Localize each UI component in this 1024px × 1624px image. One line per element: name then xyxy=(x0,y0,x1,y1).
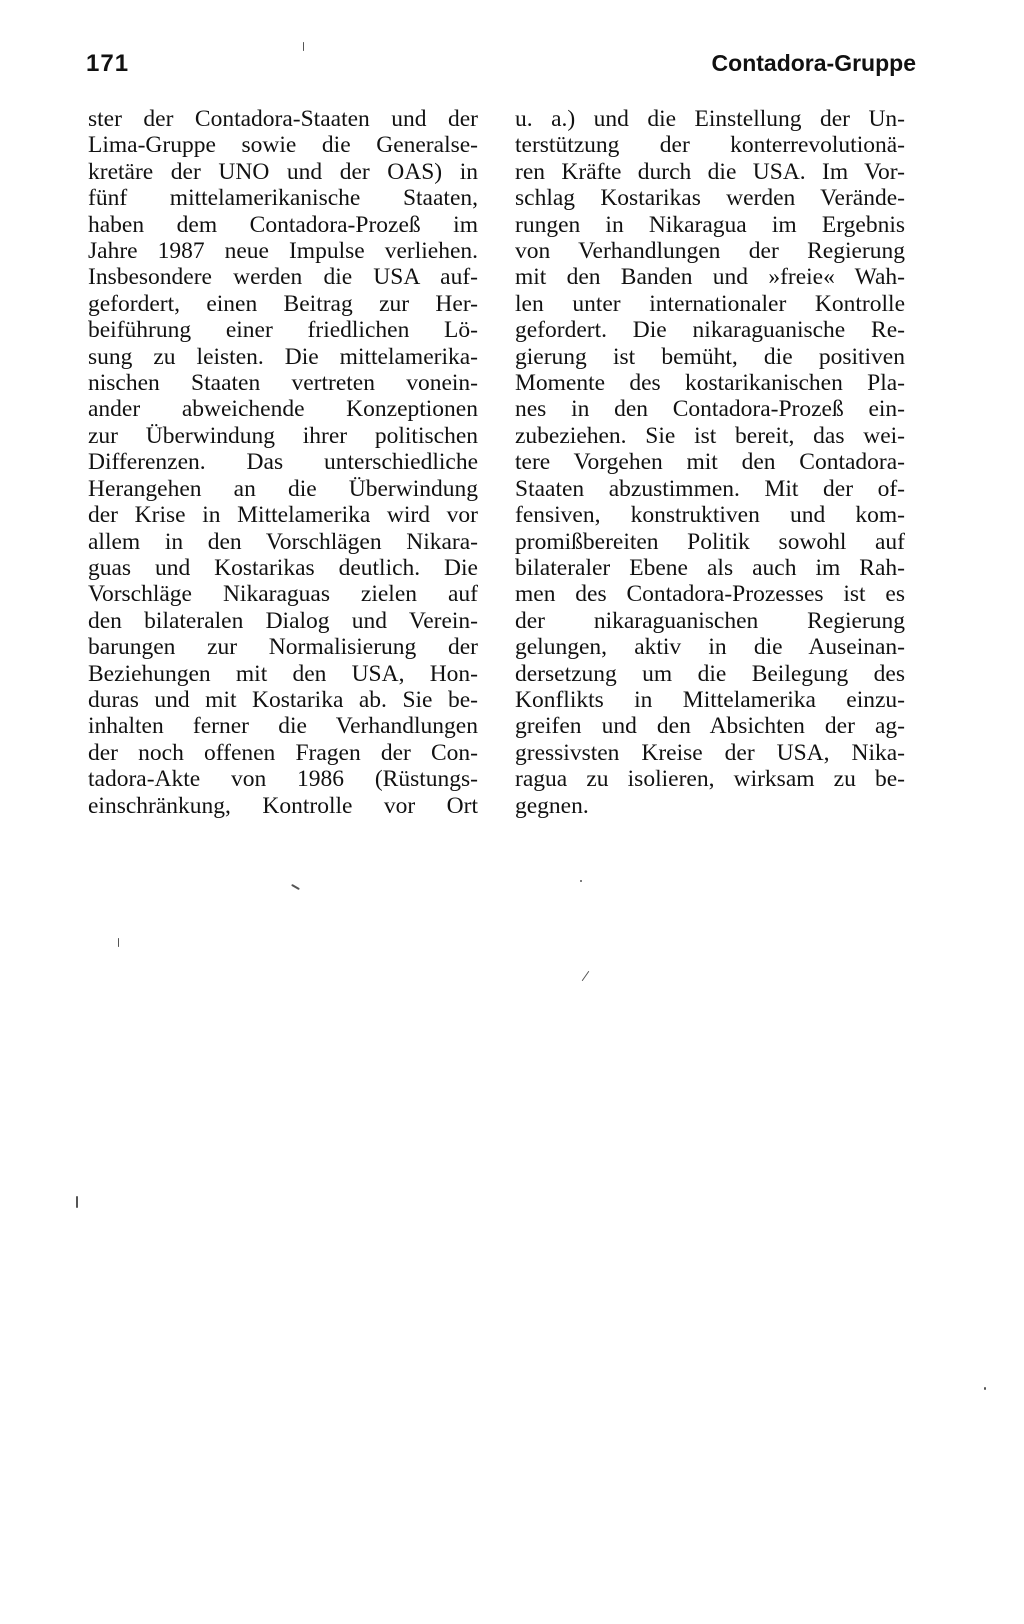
text-line: Staaten abzustimmen. Mit der of- xyxy=(515,475,905,502)
text-line: gressivsten Kreise der USA, Nika- xyxy=(515,739,905,766)
text-line: Jahre 1987 neue Impulse verliehen. xyxy=(88,238,478,265)
text-line: Vorschläge Nikaraguas zielen auf xyxy=(88,581,478,608)
text-line: nes in den Contadora-Prozeß ein- xyxy=(515,396,905,423)
text-line: gefordert. Die nikaraguanische Re- xyxy=(515,317,905,344)
text-line: Momente des kostarikanischen Pla- xyxy=(515,370,905,397)
text-line: der nikaraguanischen Regierung xyxy=(515,607,905,634)
scan-speck xyxy=(76,1196,78,1208)
scan-speck xyxy=(984,1387,986,1390)
left-column xyxy=(88,106,478,819)
text-line: tere Vorgehen mit den Contadora- xyxy=(515,449,905,476)
text-line: zubeziehen. Sie ist bereit, das wei- xyxy=(515,422,905,449)
scan-speck xyxy=(580,880,582,882)
running-head: Contadora-Gruppe xyxy=(711,50,916,76)
text-line: der Krise in Mittelamerika wird vor xyxy=(88,502,478,529)
scan-speck xyxy=(582,971,590,981)
text-line: beiführung einer friedlichen Lö- xyxy=(88,317,478,344)
text-line: mit den Banden und »freie« Wah- xyxy=(515,264,905,291)
text-line: guas und Kostarikas deutlich. Die xyxy=(88,554,478,581)
text-line: promißbereiten Politik sowohl auf xyxy=(515,528,905,555)
text-line: von Verhandlungen der Regierung xyxy=(515,238,905,265)
scan-speck xyxy=(303,42,304,51)
text-line: allem in den Vorschlägen Nikara- xyxy=(88,528,478,555)
page-number: 171 xyxy=(86,50,130,77)
text-line: terstützung der konterrevolutionä- xyxy=(515,132,905,159)
text-line: tadora-Akte von 1986 (Rüstungs- xyxy=(88,766,478,793)
text-line: der noch offenen Fragen der Con- xyxy=(88,739,478,766)
text-line: u. a.) und die Einstellung der Un- xyxy=(515,106,905,132)
text-line: sung zu leisten. Die mittelamerika- xyxy=(88,343,478,370)
text-line: gefordert, einen Beitrag zur Her- xyxy=(88,290,478,317)
text-line: ragua zu isolieren, wirksam zu be- xyxy=(515,766,905,793)
text-line: barungen zur Normalisierung der xyxy=(88,634,478,661)
text-line: Differenzen. Das unterschiedliche xyxy=(88,449,478,476)
text-line: Insbesondere werden die USA auf- xyxy=(88,264,478,291)
text-line: schlag Kostarikas werden Verände- xyxy=(515,185,905,212)
scan-speck xyxy=(118,938,119,947)
text-line: dersetzung um die Beilegung des xyxy=(515,660,905,687)
text-line: fensiven, konstruktiven und kom- xyxy=(515,502,905,529)
text-line: Lima-Gruppe sowie die Generalse- xyxy=(88,132,478,159)
text-line: len unter internationaler Kontrolle xyxy=(515,290,905,317)
text-line: men des Contadora-Prozesses ist es xyxy=(515,581,905,608)
text-line: haben dem Contadora-Prozeß im xyxy=(88,211,478,238)
scan-speck xyxy=(291,884,300,890)
text-line: inhalten ferner die Verhandlungen xyxy=(88,713,478,740)
text-line: gelungen, aktiv in die Auseinan- xyxy=(515,634,905,661)
text-line: ren Kräfte durch die USA. Im Vor- xyxy=(515,158,905,185)
right-column xyxy=(515,106,905,819)
text-line: bilateraler Ebene als auch im Rah- xyxy=(515,554,905,581)
text-line: fünf mittelamerikanische Staaten, xyxy=(88,185,478,212)
text-line: gierung ist bemüht, die positiven xyxy=(515,343,905,370)
text-line: zur Überwindung ihrer politischen xyxy=(88,422,478,449)
text-line: gegnen. xyxy=(515,792,589,819)
text-line: rungen in Nikaragua im Ergebnis xyxy=(515,211,905,238)
text-line: ander abweichende Konzeptionen xyxy=(88,396,478,423)
text-line: Beziehungen mit den USA, Hon- xyxy=(88,660,478,687)
text-line: Konflikts in Mittelamerika einzu- xyxy=(515,686,905,713)
text-line: duras und mit Kostarika ab. Sie be- xyxy=(88,686,478,713)
text-line: nischen Staaten vertreten vonein- xyxy=(88,370,478,397)
text-line: den bilateralen Dialog und Verein- xyxy=(88,607,478,634)
text-line: einschränkung, Kontrolle vor Ort xyxy=(88,792,478,819)
text-line: ster der Contadora-Staaten und der xyxy=(88,106,478,132)
text-line: kretäre der UNO und der OAS) in xyxy=(88,158,478,185)
text-line: greifen und den Absichten der ag- xyxy=(515,713,905,740)
text-line: Herangehen an die Überwindung xyxy=(88,475,478,502)
